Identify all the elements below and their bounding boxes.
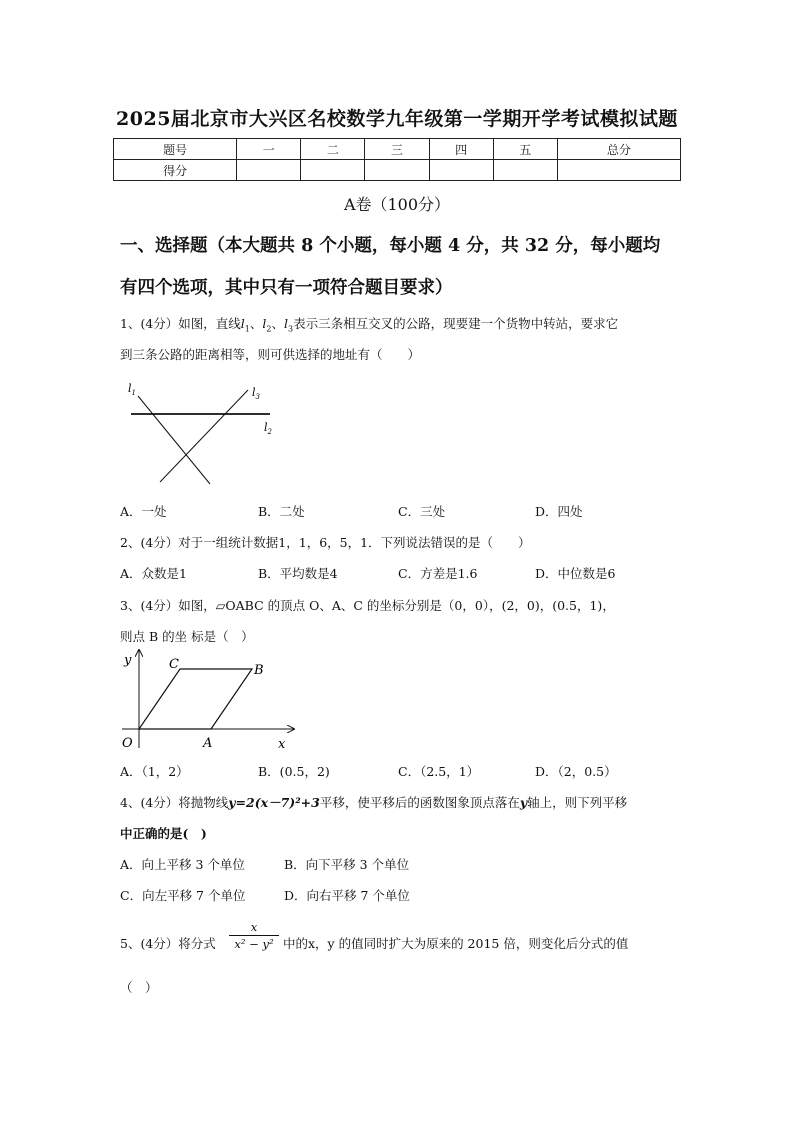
q3-option-c: C．（2.5，1） (398, 764, 480, 779)
q3-option-d: D．（2，0.5） (535, 764, 617, 779)
q3-option-a: A．（1，2） (120, 764, 189, 779)
question-5-prefix: 5、(4分）将分式 (120, 936, 216, 951)
volume-heading: A卷（100分） (343, 195, 451, 214)
section-heading-line1: 一、选择题（本大题共 8 个小题，每小题 4 分，共 32 分，每小题均 (120, 236, 661, 256)
label-l3: $l_3$ (252, 386, 260, 401)
line-l3 (160, 390, 248, 482)
question-5-line2: （ ） (120, 980, 158, 995)
label-c: C (169, 657, 179, 672)
q1-option-b: B．二处 (258, 504, 305, 519)
q1-option-c: C．三处 (398, 504, 446, 519)
question-5-suffix: 中的x，y 的值同时扩大为原来的 2015 倍，则变化后分式的值 (283, 936, 629, 951)
q2-option-a: A．众数是1 (120, 566, 187, 581)
question-1-line1: 1、(4分）如图，直线$l_1$、$l_2$、$l_3$表示三条相互交叉的公路，现要建一个货物中转站，要求它 (120, 316, 619, 334)
q1-option-a: A．一处 (120, 504, 167, 519)
score-header-cell: 三 (365, 139, 429, 160)
label-b: B (254, 663, 264, 678)
question-3-figure (118, 648, 298, 752)
question-4-line2: 中正确的是( ) (120, 826, 207, 841)
q4-option-b: B．向下平移 3 个单位 (284, 857, 410, 872)
q2-option-b: B．平均数是4 (258, 566, 338, 581)
q2-option-c: C．方差是1.6 (398, 566, 478, 581)
label-l2: $l_2$ (264, 421, 272, 436)
label-x: x (278, 737, 286, 752)
question-4-line1: 4、(4分）将抛物线y=2(x－7)²+3平移，使平移后的函数图象顶点落在y轴上，则下列平移 (120, 795, 628, 810)
score-header-cell: 题号 (114, 139, 237, 160)
score-cell (429, 160, 493, 181)
label-y: y (124, 653, 132, 668)
question-2: 2、(4分）对于一组统计数据1，1，6，5，1．下列说法错误的是（ ） (120, 535, 531, 550)
label-a: A (203, 736, 213, 751)
exam-title: 2025届北京市大兴区名校数学九年级第一学期开学考试模拟试题 (116, 108, 678, 130)
label-l1: $l_1$ (128, 382, 136, 397)
label-o: O (122, 736, 133, 751)
q2-option-d: D．中位数是6 (535, 566, 616, 581)
question-3-line1: 3、(4分）如图，▱OABC 的顶点 O、A、C 的坐标分别是（0，0），(2，0)，(0.5，1)， (120, 598, 615, 613)
score-header-cell: 四 (429, 139, 493, 160)
score-header-cell: 五 (493, 139, 557, 160)
score-cell (365, 160, 429, 181)
score-table-score-row (114, 160, 681, 181)
score-table-header-row (114, 139, 681, 160)
score-header-cell: 一 (237, 139, 301, 160)
score-cell (237, 160, 301, 181)
score-cell (493, 160, 557, 181)
q4-option-a: A．向上平移 3 个单位 (120, 857, 245, 872)
question-1-line2: 到三条公路的距离相等，则可供选择的地址有（ ） (120, 347, 421, 362)
score-header-cell: 总分 (557, 139, 680, 160)
score-table (113, 138, 681, 181)
q4-option-c: C．向左平移 7 个单位 (120, 888, 246, 903)
score-cell (557, 160, 680, 181)
line-l1 (138, 396, 210, 484)
question-1-figure (118, 378, 283, 490)
q1-option-d: D．四处 (535, 504, 583, 519)
parallelogram-oabc (139, 669, 252, 729)
question-3-line2: 则点 B 的坐 标是（ ） (120, 629, 254, 644)
fraction-x-over-x2-minus-y2: $\frac{x}{\text{x² − y²}}$ (229, 920, 279, 951)
score-header-cell: 二 (301, 139, 365, 160)
q3-option-b: B．(0.5，2) (258, 764, 330, 779)
section-heading-line2: 有四个选项，其中只有一项符合题目要求） (120, 278, 453, 298)
score-cell (301, 160, 365, 181)
q4-option-d: D．向右平移 7 个单位 (284, 888, 410, 903)
score-row-label: 得分 (114, 160, 237, 181)
